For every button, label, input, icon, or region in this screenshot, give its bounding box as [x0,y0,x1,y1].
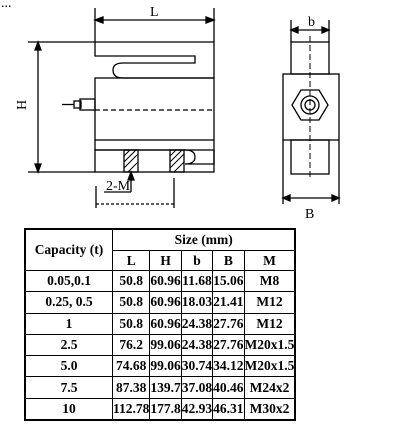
dim-b-arrow-left [291,27,298,33]
m-cell: M8 [244,271,295,292]
bb-cell: 27.76 [213,334,244,355]
b-cell: 24.38 [181,313,212,334]
b-cell: 30.74 [181,356,212,377]
m-cell: M20x1.5 [244,356,295,377]
dim-bb-arrow-left [283,195,290,201]
l-cell: 76.2 [113,334,150,355]
bb-cell: 40.46 [213,377,244,398]
dim-h-label: H [15,99,30,110]
b-cell: 37.08 [181,377,212,398]
l-cell: 50.8 [113,313,150,334]
size-header: Size (mm) [113,229,296,251]
col-header-b: b [181,251,212,271]
col-header-bb: B [213,251,244,271]
capacity-cell: 1 [25,313,113,334]
h-cell: 177.8 [150,398,181,419]
l-cell: 87.38 [113,377,150,398]
capacity-cell: 0.05,0.1 [25,271,113,292]
size-table [24,228,296,421]
dim-thread-label: 2-M [106,179,131,194]
dim-l-label: L [150,5,159,20]
dim-l-arrow-left [95,17,103,23]
col-header-l: L [113,251,150,271]
dim-b-arrow-right [322,27,329,33]
base-block [95,150,214,172]
bb-cell: 21.41 [213,292,244,313]
l-cell: 50.8 [113,271,150,292]
capacity-cell: 10 [25,398,113,419]
h-cell: 60.96 [150,292,181,313]
capacity-cell: 7.5 [25,377,113,398]
b-cell: 18.03 [181,292,212,313]
cable-gland [80,99,95,110]
b-cell: 24.38 [181,334,212,355]
table-row [25,398,295,419]
capacity-cell: 5.0 [25,356,113,377]
m-cell: M12 [244,313,295,334]
capacity-cell: 0.25, 0.5 [25,292,113,313]
bb-cell: 46.31 [213,398,244,419]
capacity-header: Capacity (t) [25,229,113,271]
table-row [25,334,295,355]
h-cell: 139.7 [150,377,181,398]
h-cell: 99.06 [150,334,181,355]
l-cell: 112.78 [113,398,150,419]
table-row [25,356,295,377]
body-bottom-slot [95,140,214,164]
m-cell: M24x2 [244,377,295,398]
table-row [25,377,295,398]
m-cell: M30x2 [244,398,295,419]
m-cell: M20x1.5 [244,334,295,355]
h-cell: 99.06 [150,356,181,377]
dim-h-arrow-top [35,42,41,50]
bb-cell: 34.12 [213,356,244,377]
table-row [25,313,295,334]
dim-bb-arrow-right [332,195,339,201]
capacity-cell: 2.5 [25,334,113,355]
col-header-m: M [244,251,295,271]
dim-l-arrow-right [206,17,214,23]
dim-bb-label: B [305,207,315,222]
body-center-block [95,78,214,140]
l-cell: 50.8 [113,292,150,313]
header-fragment-text: ... [1,0,12,11]
side-body [283,74,339,140]
h-cell: 60.96 [150,313,181,334]
dim-b-label: b [308,15,315,30]
m-cell: M12 [244,292,295,313]
table-row [25,292,295,313]
h-cell: 60.96 [150,271,181,292]
dim-h-arrow-bottom [35,164,41,172]
b-cell: 11.68 [181,271,212,292]
body-top-block [95,42,214,78]
bb-cell: 15.06 [213,271,244,292]
table-row [25,271,295,292]
b-cell: 42.93 [181,398,212,419]
l-cell: 74.68 [113,356,150,377]
bb-cell: 27.76 [213,313,244,334]
col-header-h: H [150,251,181,271]
